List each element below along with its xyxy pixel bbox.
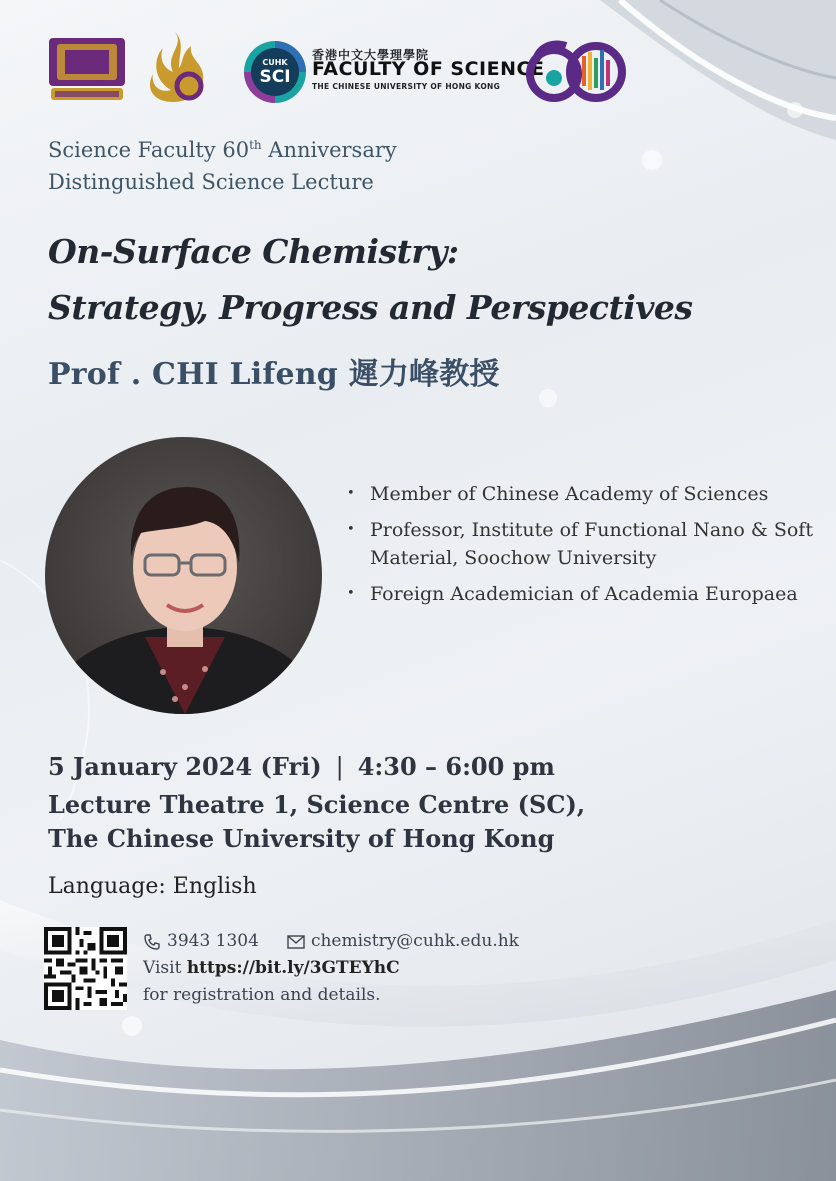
visit-prefix: Visit: [143, 958, 187, 978]
sixty-anniversary-logo: [524, 40, 626, 104]
faculty-chinese-name: 香港中文大學理學院: [312, 48, 430, 62]
event-language: Language: English: [48, 874, 257, 899]
anniversary-line-1-suffix: Anniversary: [261, 138, 397, 162]
talk-title-line-2: Strategy, Progress and Perspectives: [48, 288, 693, 327]
talk-title-line-1: On-Surface Chemistry:: [48, 232, 459, 271]
cuhk-crest-logo: [47, 36, 127, 104]
registration-note: for registration and details.: [143, 985, 381, 1005]
bio-list: [345, 480, 815, 608]
event-date: 5 January 2024 (Fri): [48, 752, 322, 781]
contact-info: [143, 928, 519, 1009]
bio-item: • Member of Chinese Academy of Sciences: [345, 480, 815, 508]
faculty-university-name: THE CHINESE UNIVERSITY OF HONG KONG: [312, 82, 501, 91]
sci-badge-small-text: CUHK: [262, 58, 288, 67]
talk-title: [48, 224, 692, 336]
event-time: 4:30 – 6:00 pm: [357, 752, 555, 781]
event-venue: [48, 788, 585, 856]
speaker-name: Prof . CHI Lifeng 遲力峰教授: [48, 357, 500, 392]
email-icon: [287, 933, 305, 951]
phone-number[interactable]: 3943 1304: [167, 931, 259, 951]
speaker-portrait: [45, 437, 322, 714]
speaker-bio: [345, 480, 815, 616]
visit-line: [143, 955, 519, 982]
anniversary-line-2: Distinguished Science Lecture: [48, 170, 374, 194]
anniversary-line-1-text: Science Faculty 60: [48, 138, 250, 162]
bio-item: • Professor, Institute of Functional Nano & Soft Material, Soochow University: [345, 516, 815, 572]
bio-item: • Foreign Academician of Academia Europaea: [345, 580, 815, 608]
datetime-separator: |: [335, 753, 344, 781]
anniversary-line-1: [48, 129, 397, 166]
email-link[interactable]: chemistry@cuhk.edu.hk: [310, 931, 519, 951]
registration-qr-code[interactable]: [44, 927, 127, 1010]
flame-60-logo: [145, 28, 213, 104]
sci-badge-text: SCI: [259, 67, 291, 87]
sci-badge-logo: [243, 40, 307, 104]
contact-row: [143, 928, 519, 955]
ordinal-suffix: th: [249, 138, 262, 152]
speaker-portrait-illustration: [45, 437, 322, 714]
faculty-english-name: FACULTY OF SCIENCE: [312, 58, 545, 80]
event-datetime: [48, 752, 555, 781]
anniversary-header: [48, 129, 397, 198]
phone-icon: [143, 933, 161, 951]
venue-line-1: Lecture Theatre 1, Science Centre (SC),: [48, 790, 586, 819]
venue-line-2: The Chinese University of Hong Kong: [48, 824, 555, 853]
registration-link[interactable]: https://bit.ly/3GTEYhC: [186, 958, 400, 978]
